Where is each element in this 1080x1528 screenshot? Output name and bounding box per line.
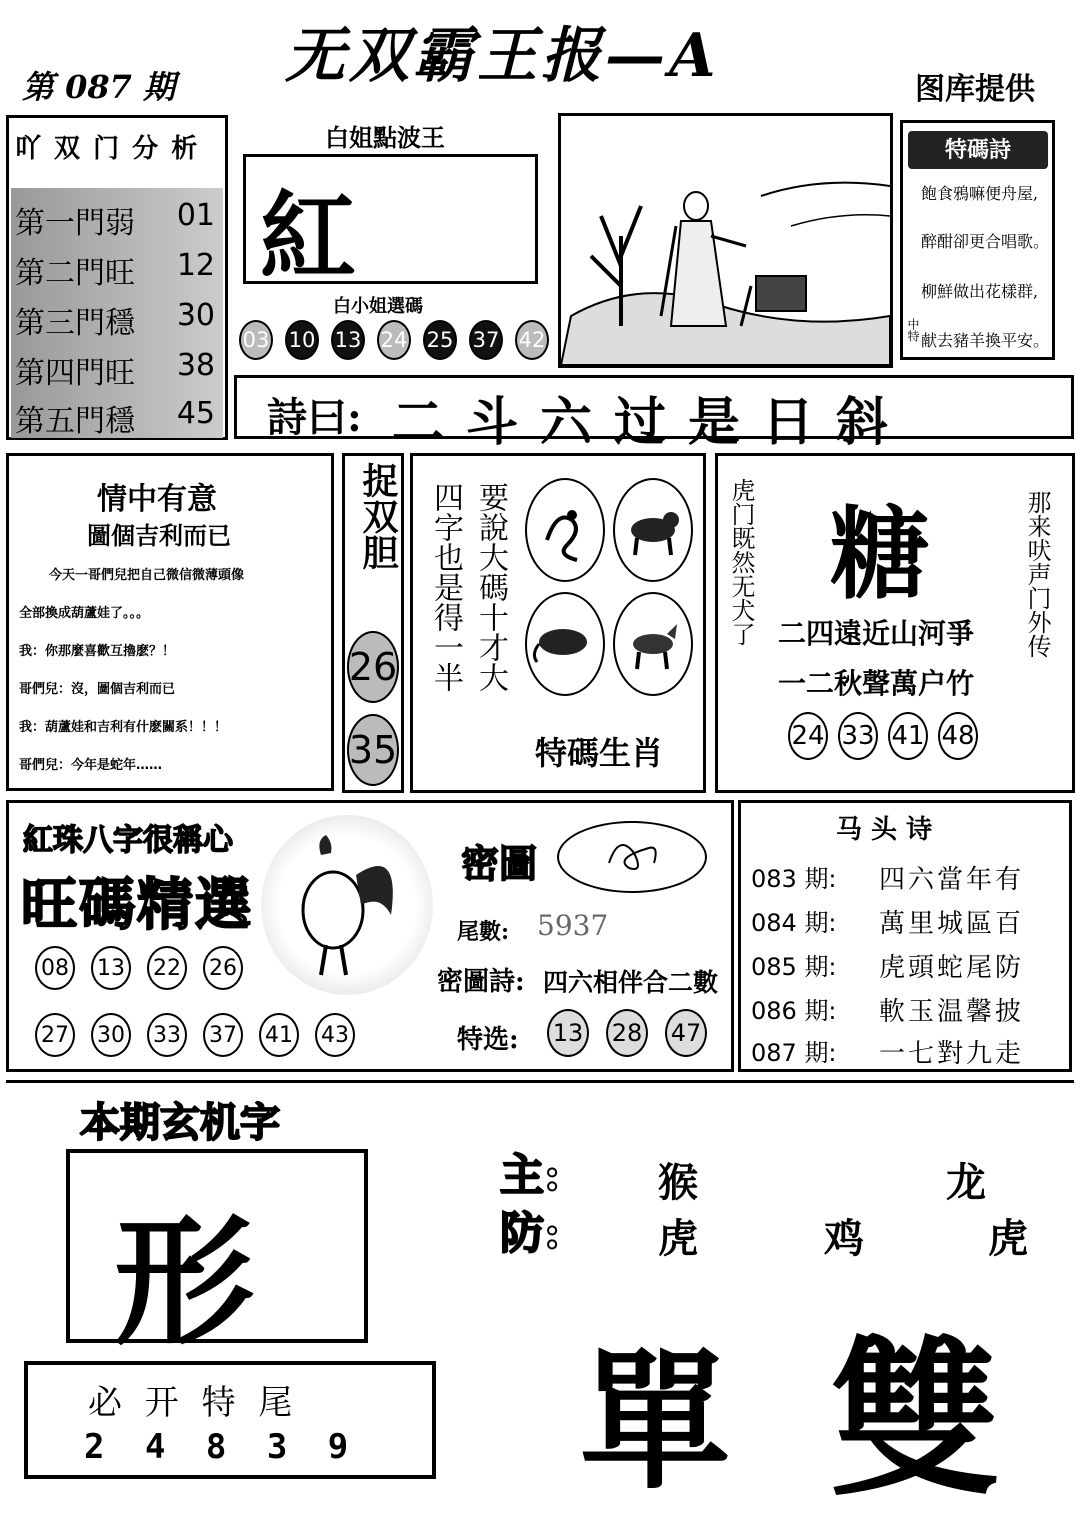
door-row: 第一門弱 01 bbox=[15, 198, 215, 241]
tail-label: 尾數: bbox=[457, 919, 510, 945]
odd-char: 單 bbox=[580, 1334, 731, 1510]
provider-label: 图库提供 bbox=[915, 72, 1035, 107]
horse-text: 四六當年有 bbox=[879, 865, 1025, 895]
horse-issue: 085 期: bbox=[751, 953, 837, 981]
zodiac-footer: 特碼生肖 bbox=[535, 734, 664, 772]
hot-secret-panel bbox=[6, 800, 734, 1072]
sugar-right-vertical: 那来吠声门外传 bbox=[1023, 490, 1051, 658]
wave-king-title: 白姐點波王 bbox=[325, 123, 445, 152]
scholar-illustration bbox=[561, 116, 890, 365]
joke-title: 情中有意 bbox=[97, 482, 217, 517]
joke-line: 今天一哥們兒把自己微信微薄頭像 bbox=[49, 568, 245, 583]
hot-ball: 43 bbox=[315, 1013, 355, 1057]
sugar-line-2: 一二秋聲萬户竹 bbox=[778, 667, 975, 700]
special-ball: 13 bbox=[547, 1009, 589, 1057]
wave-king-panel bbox=[235, 112, 553, 372]
tiger-icon bbox=[613, 478, 693, 582]
tema-poem-line: 飽食鴉嘛便舟屋, bbox=[921, 184, 1039, 203]
tema-poem-line: 柳鮮做出花樣群, bbox=[921, 282, 1039, 301]
horse-text: 虎頭蛇尾防 bbox=[879, 953, 1025, 983]
secret-poem-text: 四六相伴合二數 bbox=[543, 968, 719, 997]
double-bold-panel bbox=[342, 453, 404, 793]
main-item: 猴 bbox=[658, 1159, 698, 1206]
double-bold-number: 26 bbox=[347, 631, 399, 703]
hot-ball: 13 bbox=[91, 946, 131, 990]
hot-ball: 27 bbox=[35, 1013, 75, 1057]
hot-ball: 22 bbox=[147, 946, 187, 990]
horse-issue: 086 期: bbox=[751, 997, 837, 1025]
dog-icon bbox=[613, 592, 693, 696]
hot-title: 旺碼精選 bbox=[21, 872, 253, 938]
joke-line: 我：葫蘆娃和吉利有什麽關系！！！ bbox=[19, 720, 228, 735]
joke-subtitle: 圖個吉利而已 bbox=[87, 521, 231, 550]
wave-color-char: 紅 bbox=[260, 180, 356, 293]
wave-ball: 13 bbox=[331, 320, 365, 360]
double-bold-title: 捉双胆 bbox=[357, 462, 399, 570]
wave-ball: 10 bbox=[285, 320, 319, 360]
hot-line-1: 紅珠八字很稱心 bbox=[23, 823, 233, 858]
door-row: 第四門旺 38 bbox=[15, 348, 215, 391]
wave-ball: 42 bbox=[515, 320, 549, 360]
tema-side-label: 中特 bbox=[906, 318, 920, 342]
five-doors-panel bbox=[6, 115, 228, 440]
mystery-char-box bbox=[66, 1149, 368, 1365]
five-doors-title: 吖 双 门 分 析 bbox=[15, 134, 200, 164]
door-row: 第二門旺 12 bbox=[15, 248, 215, 291]
horse-poem-panel bbox=[738, 800, 1072, 1072]
hot-ball: 26 bbox=[203, 946, 243, 990]
wave-color-box bbox=[243, 154, 538, 293]
guard-item: 虎 bbox=[658, 1215, 698, 1262]
dragon-icon bbox=[525, 478, 605, 582]
hot-ball: 41 bbox=[259, 1013, 299, 1057]
joke-line: 哥們兒：沒，圖個吉利而已 bbox=[19, 682, 176, 697]
tail-box bbox=[24, 1361, 436, 1479]
secret-title: 密圖 bbox=[461, 841, 538, 886]
bottom-panel bbox=[6, 1080, 1074, 1520]
tema-poem-line: 醉酣卻更合唱歌。 bbox=[921, 232, 1050, 251]
hot-ball: 30 bbox=[91, 1013, 131, 1057]
wave-ball: 25 bbox=[423, 320, 457, 360]
horse-issue: 084 期: bbox=[751, 909, 837, 937]
tema-poem-panel bbox=[900, 120, 1055, 360]
page-title: 无双霸王报—A bbox=[285, 21, 720, 91]
zodiac-col: 要說大碼十才大 bbox=[473, 482, 508, 692]
wave-ball: 37 bbox=[469, 320, 503, 360]
illustration-panel bbox=[558, 113, 893, 368]
sugar-ball: 41 bbox=[888, 712, 928, 760]
poem-text: 二斗六过是日斜 bbox=[392, 392, 911, 453]
horse-poem-title: 马 头 诗 bbox=[836, 815, 933, 845]
sugar-ball: 48 bbox=[938, 712, 978, 760]
double-bold-number: 35 bbox=[347, 714, 399, 786]
tema-poem-line: 献去豬羊換平安。 bbox=[921, 331, 1050, 350]
sugar-ball: 33 bbox=[838, 712, 878, 760]
tail-digits: 2 4 8 3 9 bbox=[84, 1427, 359, 1467]
issue-number: 第 087 期 bbox=[22, 68, 176, 106]
wave-king-subtitle: 白小姐選碼 bbox=[333, 296, 423, 317]
door-row: 第五門穩 45 bbox=[15, 396, 215, 439]
poem-banner bbox=[234, 375, 1074, 453]
zodiac-col: 四字也是得一半 bbox=[428, 482, 463, 692]
sugar-panel bbox=[715, 453, 1075, 793]
even-char: 雙 bbox=[830, 1320, 1001, 1520]
horse-text: 一七對九走 bbox=[879, 1039, 1025, 1069]
mystery-title: 本期玄机字 bbox=[80, 1099, 280, 1146]
tail-value: 5937 bbox=[537, 909, 609, 942]
guard-item: 虎 bbox=[988, 1215, 1028, 1262]
horse-issue: 083 期: bbox=[751, 865, 837, 893]
sugar-line-1: 二四遠近山河爭 bbox=[778, 617, 975, 650]
main-label: 主: bbox=[500, 1150, 561, 1201]
sugar-big-char: 糖 bbox=[830, 495, 930, 613]
hot-ball: 33 bbox=[147, 1013, 187, 1057]
joke-panel bbox=[6, 453, 334, 791]
rat-icon bbox=[525, 592, 605, 696]
poem-label: 詩曰: bbox=[267, 394, 362, 441]
door-row: 第三門穩 30 bbox=[15, 298, 215, 341]
tema-poem-title: 特碼詩 bbox=[908, 131, 1048, 169]
rooster-icon bbox=[261, 815, 433, 995]
mystery-char: 形 bbox=[114, 1201, 255, 1365]
signature-icon bbox=[559, 823, 705, 891]
main-item: 龙 bbox=[946, 1159, 986, 1206]
joke-line: 哥們兒：今年是蛇年…… bbox=[19, 758, 163, 773]
sugar-ball: 24 bbox=[788, 712, 828, 760]
special-ball: 47 bbox=[665, 1009, 707, 1057]
joke-line: 全部換成葫蘆娃了。。。 bbox=[19, 606, 150, 621]
wave-ball: 24 bbox=[377, 320, 411, 360]
special-ball: 28 bbox=[606, 1009, 648, 1057]
horse-issue: 087 期: bbox=[751, 1039, 837, 1067]
sugar-left-vertical: 虎门既然无犬了 bbox=[727, 478, 755, 646]
tail-title: 必 开 特 尾 bbox=[88, 1383, 299, 1423]
five-doors-list bbox=[11, 188, 223, 438]
hot-ball: 08 bbox=[35, 946, 75, 990]
joke-line: 我：你那麼喜歡互擼麽？！ bbox=[19, 644, 176, 659]
hot-ball: 37 bbox=[203, 1013, 243, 1057]
zodiac-panel bbox=[410, 453, 706, 793]
guard-item: 鸡 bbox=[824, 1215, 864, 1262]
horse-text: 軟玉温馨披 bbox=[879, 997, 1025, 1027]
wave-ball: 03 bbox=[239, 320, 273, 360]
special-label: 特选: bbox=[457, 1025, 519, 1055]
secret-poem-label: 密圖詩: bbox=[437, 967, 525, 997]
secret-signature bbox=[557, 821, 707, 893]
guard-label: 防: bbox=[500, 1208, 561, 1259]
horse-text: 萬里城區百 bbox=[879, 909, 1025, 939]
header bbox=[0, 0, 1080, 105]
